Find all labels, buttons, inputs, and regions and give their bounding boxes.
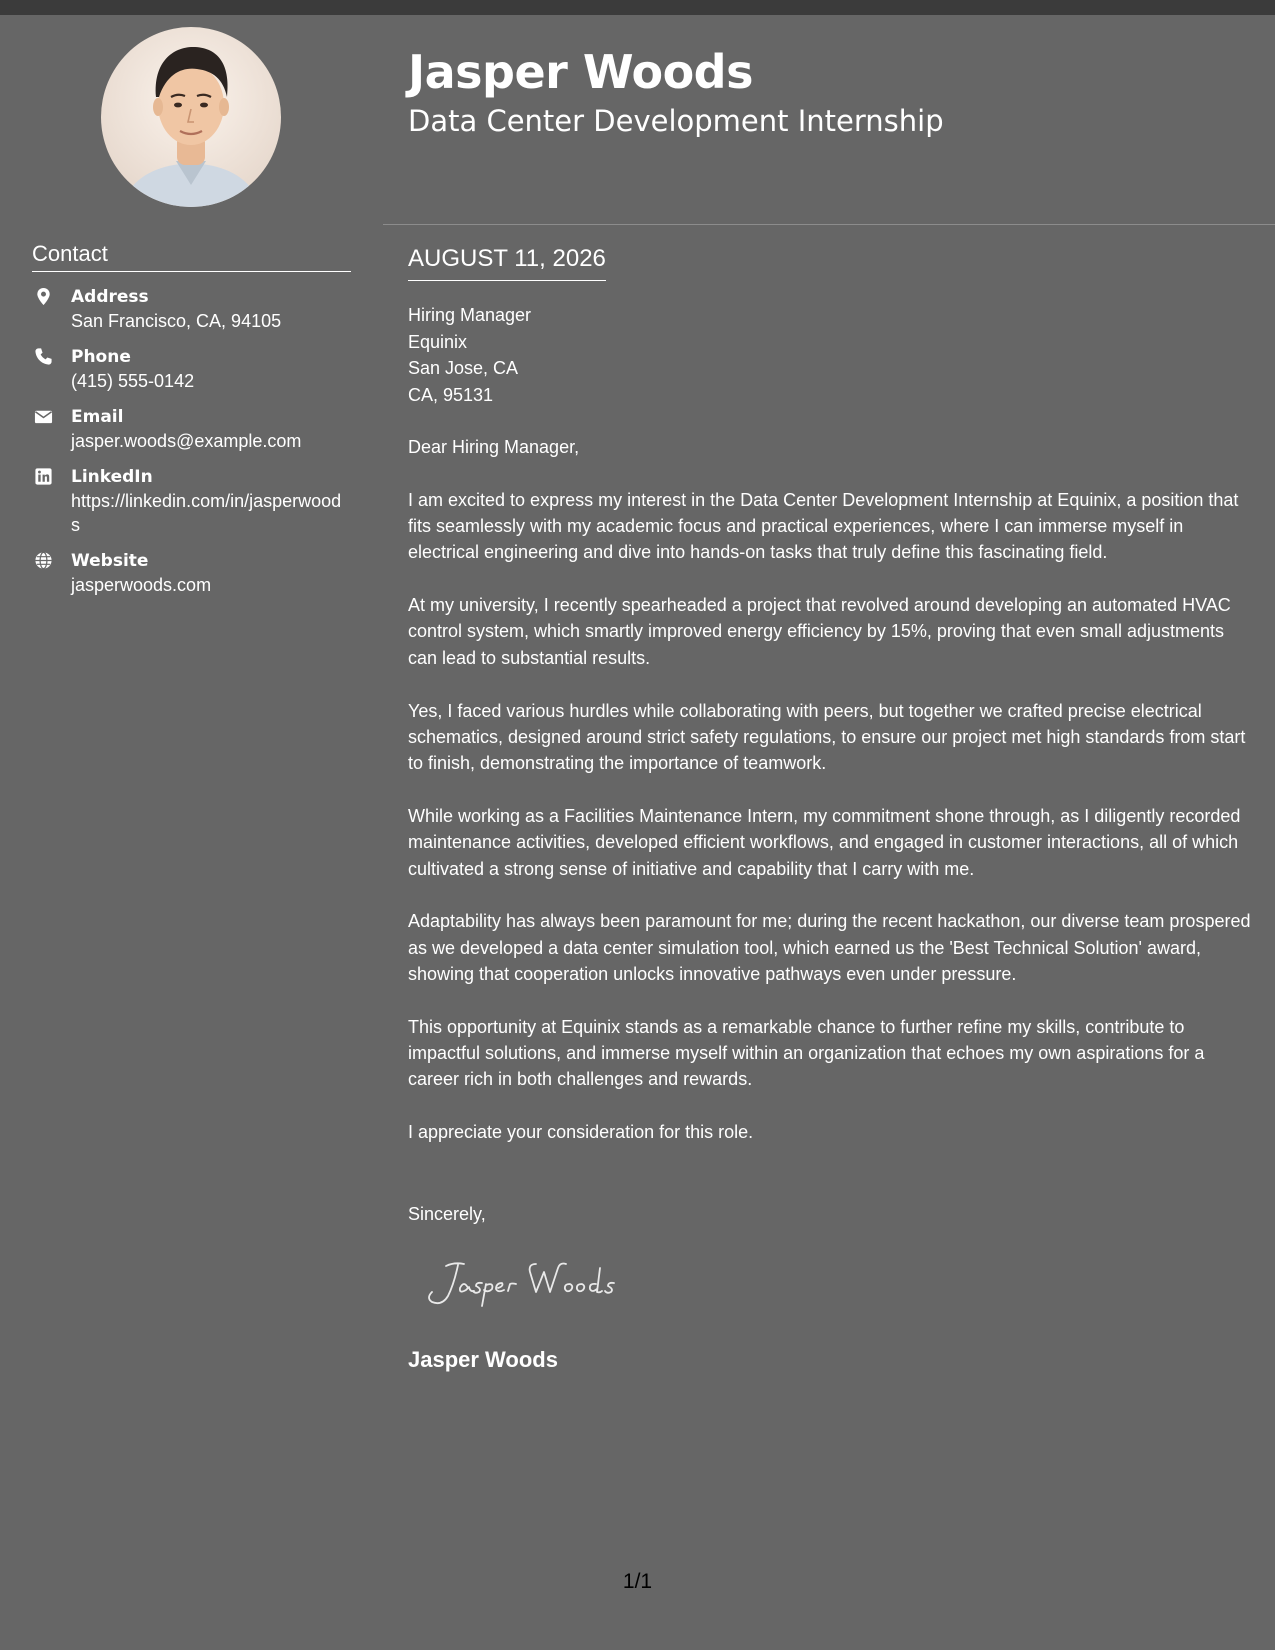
letter-body bbox=[408, 434, 1253, 1172]
body-paragraph: I appreciate your consideration for this role. bbox=[408, 1122, 754, 1143]
letter-date: AUGUST 11, 2026 bbox=[408, 244, 606, 281]
body-paragraph: Yes, I faced various hurdles while collaborating with peers, but together we crafted precise electrical schematics, designed around strict safety regulations, to ensure our project met high standards from start to finish, demonstrating the importance of teamwork. bbox=[408, 700, 1246, 774]
contact-heading: Contact bbox=[32, 241, 351, 272]
contact-label-email: Email bbox=[71, 407, 124, 427]
contact-value-address: San Francisco, CA, 94105 bbox=[71, 311, 282, 331]
body-paragraph: While working as a Facilities Maintenance Intern, my commitment shone through, as I diligently recorded maintenance activities, developed efficient workflows, and engaged in customer interactions, all of which cultivated a strong sense of initiative and capability that I carry with me. bbox=[408, 805, 1241, 879]
sidebar bbox=[0, 15, 382, 1650]
page-number: 1/1 bbox=[622, 1570, 653, 1593]
contact-value-phone[interactable]: (415) 555-0142 bbox=[71, 371, 195, 391]
profile-photo bbox=[101, 27, 281, 207]
contact-value-website[interactable]: jasperwoods.com bbox=[71, 575, 212, 595]
contact-item-linkedin bbox=[32, 465, 362, 537]
recipient-company: Equinix bbox=[408, 331, 468, 352]
globe-icon bbox=[34, 551, 53, 570]
signer-name: Jasper Woods bbox=[408, 1347, 558, 1372]
recipient-block bbox=[408, 302, 531, 408]
contact-item-email bbox=[32, 405, 362, 453]
contact-label-linkedin: LinkedIn bbox=[71, 467, 153, 487]
job-title: Data Center Development Internship bbox=[408, 104, 944, 138]
body-paragraph: At my university, I recently spearheaded a project that revolved around developing an automated HVAC control system, which smartly improved energy efficiency by 15%, proving that even small adjustments can lead to substantial results. bbox=[408, 595, 1231, 668]
recipient-postal: CA, 95131 bbox=[408, 384, 494, 405]
body-paragraph: This opportunity at Equinix stands as a remarkable chance to further refine my skills, contribute to impactful solutions, and immerse myself within an organization that echoes my own aspirations for a career rich in both challenges and rewards. bbox=[408, 1016, 1205, 1090]
recipient-city: San Jose, CA bbox=[408, 358, 519, 378]
handwritten-signature bbox=[424, 1254, 664, 1312]
applicant-name: Jasper Woods bbox=[408, 45, 753, 99]
contact-list bbox=[32, 285, 362, 609]
header-divider bbox=[383, 224, 1275, 225]
map-pin-icon bbox=[34, 287, 53, 306]
contact-value-email[interactable]: jasper.woods@example.com bbox=[71, 431, 302, 451]
email-icon bbox=[34, 407, 53, 426]
contact-value-linkedin[interactable]: https://linkedin.com/in/jasperwoods bbox=[71, 491, 342, 535]
contact-label-address: Address bbox=[71, 287, 149, 307]
recipient-name: Hiring Manager bbox=[408, 305, 532, 325]
top-bar bbox=[0, 0, 1275, 15]
body-paragraph: Adaptability has always been paramount for me; during the recent hackathon, our diverse team prospered as we developed a data center simulation tool, which earned us the 'Best Technical Solution' award, showing that cooperation unlocks innovative pathways even under pressure. bbox=[408, 911, 1251, 984]
linkedin-icon bbox=[34, 467, 53, 486]
contact-item-address bbox=[32, 285, 362, 333]
contact-label-website: Website bbox=[71, 551, 149, 571]
salutation: Dear Hiring Manager, bbox=[408, 437, 580, 457]
closing: Sincerely, bbox=[408, 1204, 486, 1224]
contact-item-website bbox=[32, 549, 362, 597]
contact-item-phone bbox=[32, 345, 362, 393]
contact-label-phone: Phone bbox=[71, 347, 131, 367]
phone-icon bbox=[34, 347, 53, 366]
body-paragraph: I am excited to express my interest in the Data Center Development Internship at Equinix, a position that fits seamlessly with my academic focus and practical experiences, where I can immerse myself in electrical engineering and dive into hands-on tasks that truly define this fascinating field. bbox=[408, 489, 1239, 563]
